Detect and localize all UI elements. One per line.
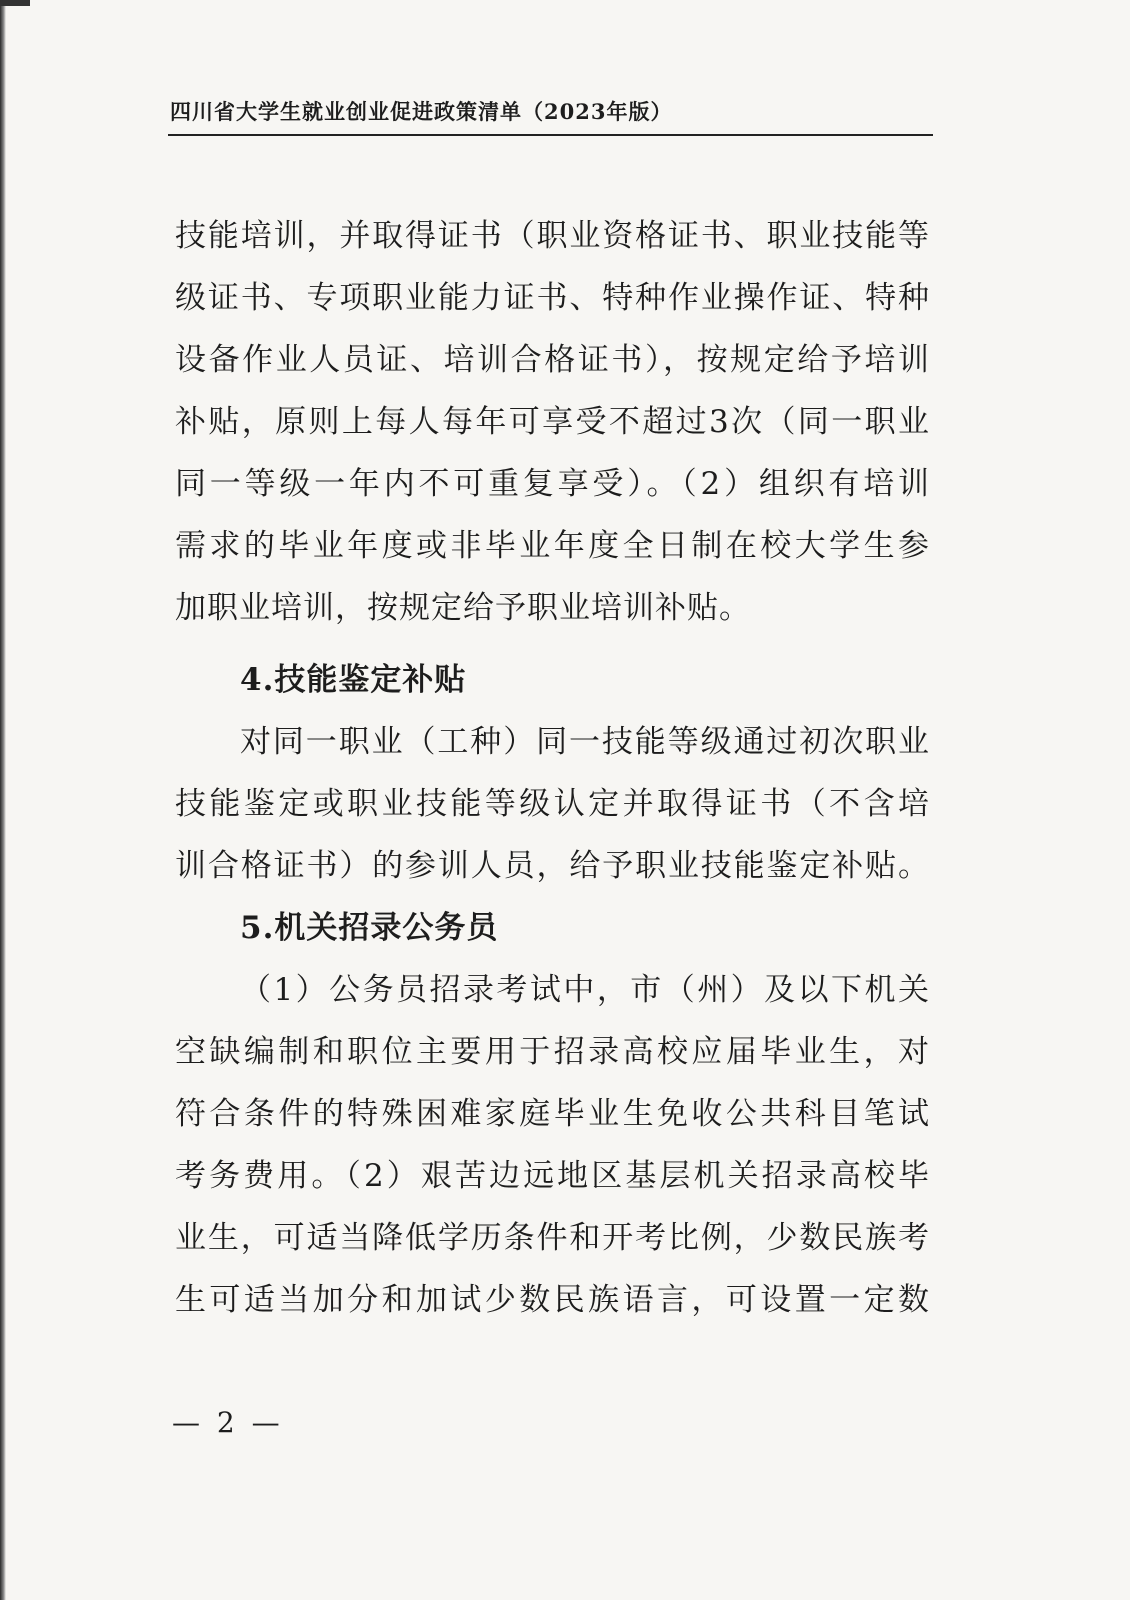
body-line: 补贴，原则上每人每年可享受不超过3次（同一职业 <box>175 404 930 440</box>
body-line: 空缺编制和职位主要用于招录高校应届毕业生，对 <box>175 1034 930 1070</box>
body-line: 技能培训，并取得证书（职业资格证书、职业技能等 <box>175 218 930 254</box>
body-line: （1）公务员招录考试中，市（州）及以下机关 <box>240 972 930 1008</box>
page-number: — 2 — <box>172 1406 284 1439</box>
body-line: 生可适当加分和加试少数民族语言，可设置一定数 <box>175 1282 930 1318</box>
body-line: 对同一职业（工种）同一技能等级通过初次职业 <box>240 724 930 760</box>
body-line: 设备作业人员证、培训合格证书），按规定给予培训 <box>175 342 930 378</box>
section-heading: 5.机关招录公务员 <box>240 910 499 946</box>
body-line: 符合条件的特殊困难家庭毕业生免收公共科目笔试 <box>175 1096 930 1132</box>
body-line: 加职业培训，按规定给予职业培训补贴。 <box>175 590 751 626</box>
body-line: 考务费用。（2）艰苦边远地区基层机关招录高校毕 <box>175 1158 930 1194</box>
header-rule <box>168 134 933 136</box>
body-line: 同一等级一年内不可重复享受）。（2）组织有培训 <box>175 466 930 502</box>
body-line: 技能鉴定或职业技能等级认定并取得证书（不含培 <box>175 786 930 822</box>
body-line: 需求的毕业年度或非毕业年度全日制在校大学生参 <box>175 528 930 564</box>
scan-edge <box>0 0 6 1600</box>
running-header: 四川省大学生就业创业促进政策清单（2023年版） <box>170 99 673 124</box>
body-line: 业生，可适当降低学历条件和开考比例，少数民族考 <box>175 1220 930 1256</box>
body-line: 训合格证书）的参训人员，给予职业技能鉴定补贴。 <box>175 848 930 884</box>
section-heading: 4.技能鉴定补贴 <box>240 662 467 698</box>
scan-corner <box>0 0 30 6</box>
body-line: 级证书、专项职业能力证书、特种作业操作证、特种 <box>175 280 930 316</box>
